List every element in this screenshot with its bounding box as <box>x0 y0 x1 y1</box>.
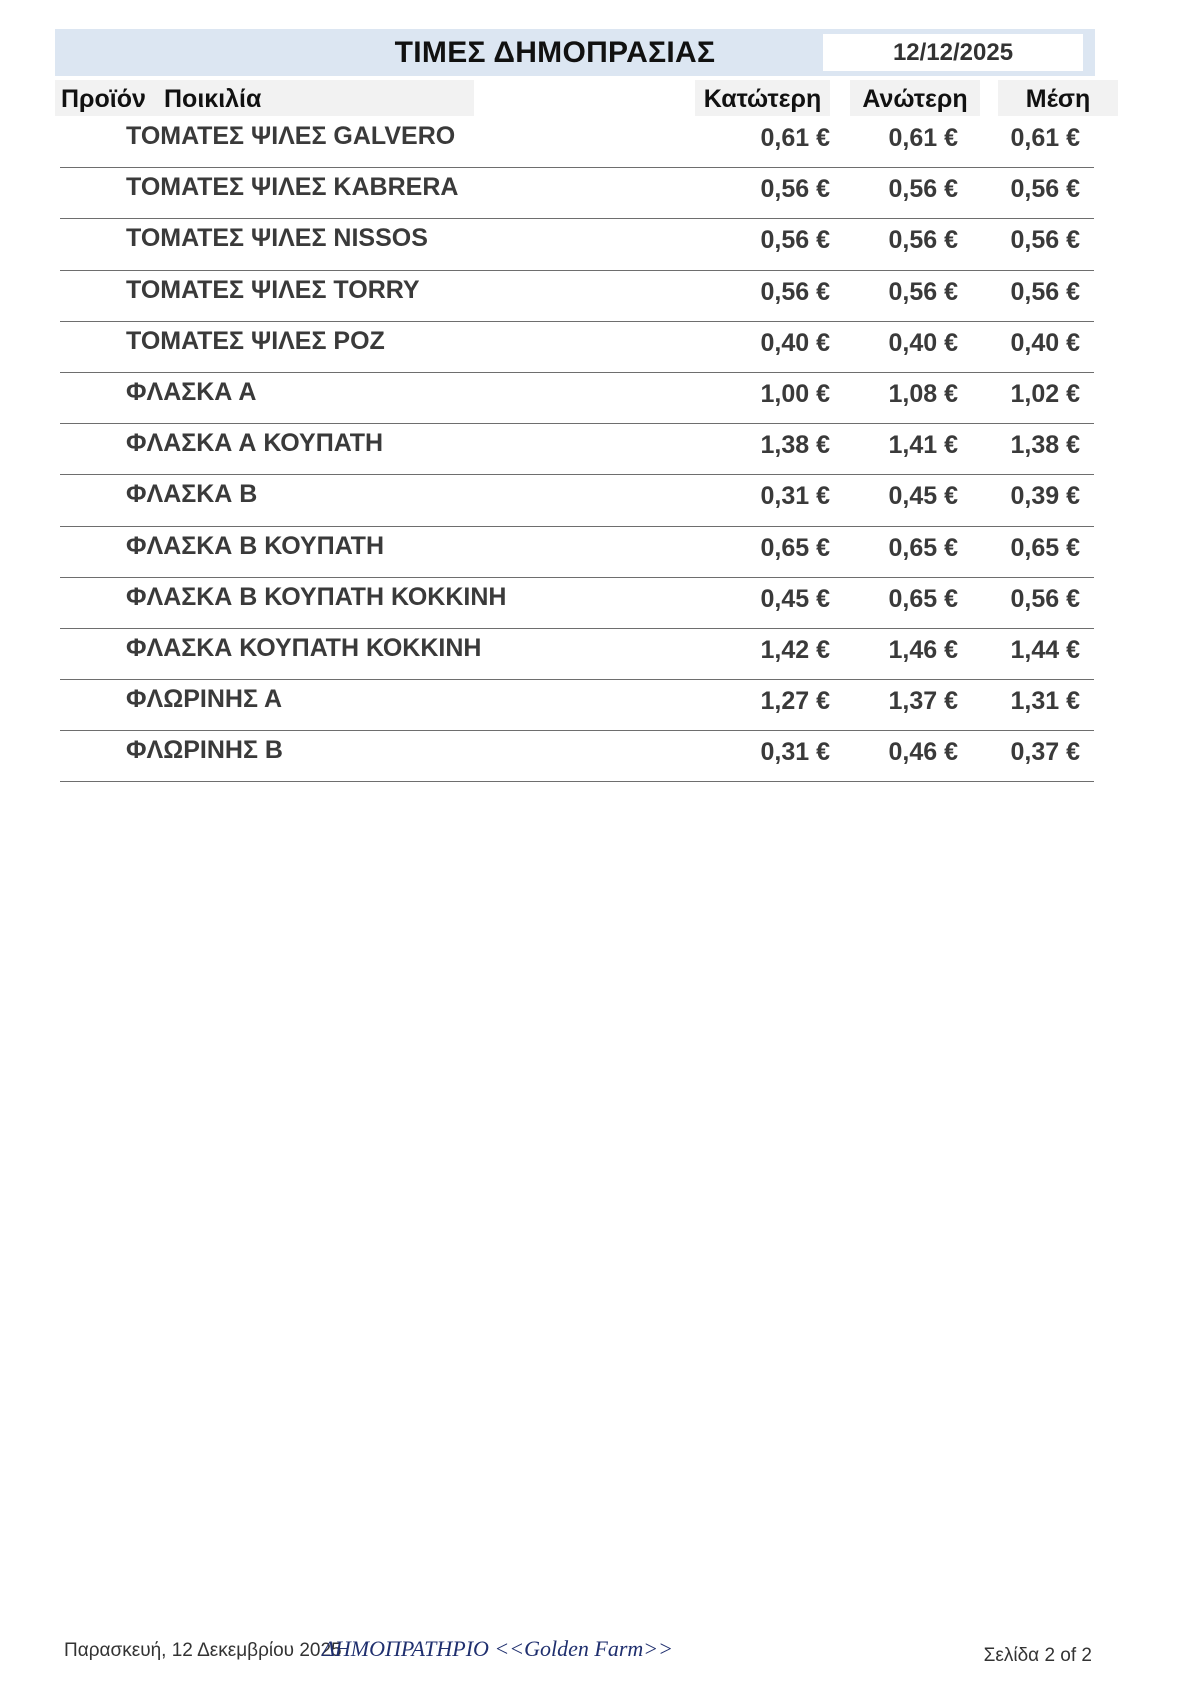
row-variety: ΤΟΜΑΤΕΣ ΨΙΛΕΣ TORRY <box>126 275 420 304</box>
table-row <box>60 475 1094 526</box>
row-low-price: 1,00 € <box>760 379 830 408</box>
row-low-price: 0,31 € <box>760 738 830 767</box>
row-avg-price: 0,56 € <box>1010 584 1080 613</box>
row-variety: ΦΛΑΣΚΑ Β ΚΟΥΠΑΤΗ <box>126 531 384 560</box>
table-header <box>55 80 1105 116</box>
footer-brand: ΔΗΜΟΠΡΑΤΗΡΙΟ <<Golden Farm>> <box>322 1636 673 1661</box>
row-high-price: 0,56 € <box>888 175 958 204</box>
row-high-price: 1,41 € <box>888 431 958 460</box>
row-high-price: 0,61 € <box>888 124 958 152</box>
table-row <box>60 219 1094 270</box>
column-header-high: Ανώτερη <box>850 80 980 116</box>
row-low-price: 0,56 € <box>760 226 830 255</box>
row-avg-price: 0,56 € <box>1010 175 1080 204</box>
row-variety: ΦΛΩΡΙΝΗΣ Β <box>126 736 283 765</box>
page-title-text: ΤΙΜΕΣ ΔΗΜΟΠΡΑΣΙΑΣ <box>394 36 716 69</box>
row-low-price: 0,61 € <box>760 124 830 152</box>
table-row <box>60 168 1094 219</box>
row-low-price: 0,45 € <box>760 584 830 613</box>
column-header-variety: Ποικιλία <box>158 80 474 116</box>
column-header-product: Προϊόν <box>55 80 158 116</box>
row-avg-price: 1,31 € <box>1010 687 1080 716</box>
row-low-price: 0,31 € <box>760 482 830 511</box>
row-high-price: 0,65 € <box>888 533 958 562</box>
row-high-price: 0,65 € <box>888 584 958 613</box>
row-variety: ΦΛΑΣΚΑ Β <box>126 480 258 509</box>
table-row <box>60 731 1094 782</box>
row-low-price: 0,56 € <box>760 175 830 204</box>
row-high-price: 1,08 € <box>888 379 958 408</box>
row-avg-price: 0,56 € <box>1010 277 1080 306</box>
column-header-low: Κατώτερη <box>695 80 830 116</box>
row-variety: ΤΟΜΑΤΕΣ ΨΙΛΕΣ NISSOS <box>126 224 428 253</box>
table-row <box>60 373 1094 424</box>
row-avg-price: 0,65 € <box>1010 533 1080 562</box>
row-variety: ΦΛΑΣΚΑ ΚΟΥΠΑΤΗ ΚΟΚΚΙΝΗ <box>126 633 482 662</box>
table-row <box>60 629 1094 680</box>
table-row <box>60 578 1094 629</box>
row-avg-price: 1,38 € <box>1010 431 1080 460</box>
row-high-price: 0,56 € <box>888 277 958 306</box>
row-variety: ΦΛΑΣΚΑ Α <box>126 377 257 406</box>
page-number: Σελίδα 2 of 2 <box>983 1645 1092 1666</box>
row-high-price: 0,56 € <box>888 226 958 255</box>
row-variety: ΦΛΑΣΚΑ Β ΚΟΥΠΑΤΗ ΚΟΚΚΙΝΗ <box>126 582 507 611</box>
row-high-price: 0,40 € <box>888 328 958 357</box>
row-variety: ΤΟΜΑΤΕΣ ΨΙΛΕΣ KABRERA <box>126 173 459 202</box>
row-avg-price: 0,37 € <box>1010 738 1080 767</box>
row-variety: ΦΛΩΡΙΝΗΣ Α <box>126 685 283 714</box>
row-low-price: 1,27 € <box>760 687 830 716</box>
row-avg-price: 1,02 € <box>1010 379 1080 408</box>
row-high-price: 0,46 € <box>888 738 958 767</box>
row-avg-price: 0,39 € <box>1010 482 1080 511</box>
report-date: 12/12/2025 <box>823 34 1083 71</box>
row-avg-price: 0,40 € <box>1010 328 1080 357</box>
row-high-price: 1,46 € <box>888 635 958 664</box>
row-avg-price: 0,56 € <box>1010 226 1080 255</box>
row-avg-price: 0,61 € <box>1010 124 1080 152</box>
row-low-price: 1,38 € <box>760 431 830 460</box>
row-low-price: 0,40 € <box>760 328 830 357</box>
table-row <box>60 424 1094 475</box>
column-header-avg: Μέση <box>998 80 1118 116</box>
table-row <box>60 680 1094 731</box>
row-low-price: 0,65 € <box>760 533 830 562</box>
table-row <box>60 322 1094 373</box>
table-row <box>60 117 1094 168</box>
table-row <box>60 271 1094 322</box>
title-band <box>55 29 1095 76</box>
row-low-price: 0,56 € <box>760 277 830 306</box>
row-high-price: 1,37 € <box>888 687 958 716</box>
price-table <box>60 117 1094 782</box>
row-high-price: 0,45 € <box>888 482 958 511</box>
row-low-price: 1,42 € <box>760 635 830 664</box>
footer-date: Παρασκευή, 12 Δεκεμβρίου 2025 <box>64 1640 342 1661</box>
table-row <box>60 527 1094 578</box>
row-avg-price: 1,44 € <box>1010 635 1080 664</box>
row-variety: ΤΟΜΑΤΕΣ ΨΙΛΕΣ ΡΟΖ <box>126 326 385 355</box>
row-variety: ΦΛΑΣΚΑ Α ΚΟΥΠΑΤΗ <box>126 429 384 458</box>
row-variety: ΤΟΜΑΤΕΣ ΨΙΛΕΣ GALVERO <box>126 122 456 150</box>
